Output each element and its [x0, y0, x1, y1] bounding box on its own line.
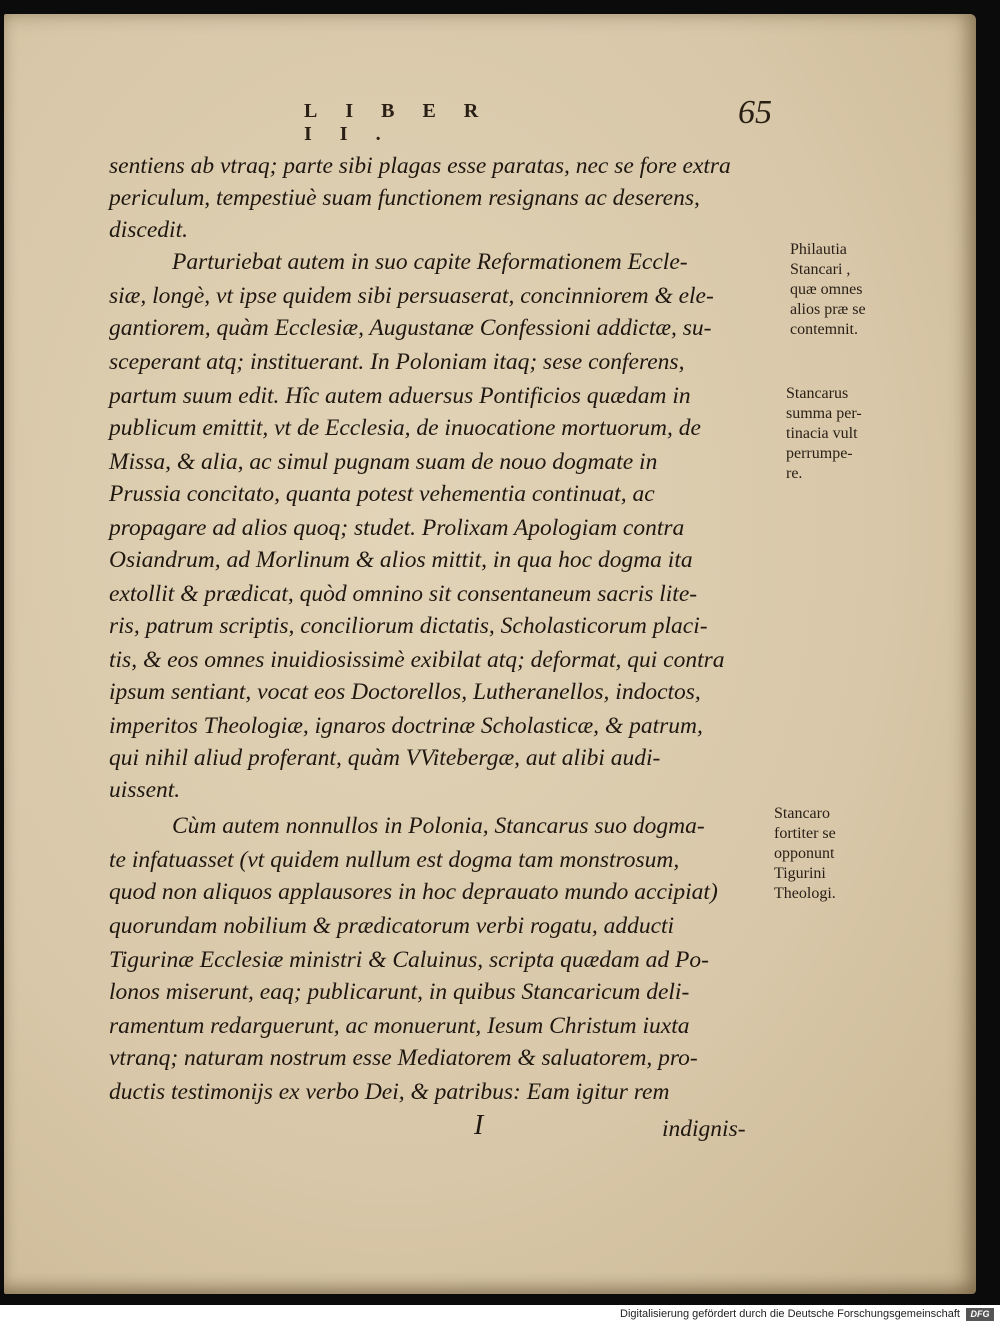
text-line: qui nihil aliud proferant, quàm VVitebergæ, aut alibi audi-	[109, 745, 661, 771]
text-line: Missa, & alia, ac simul pugnam suam de nouo dogmate in	[109, 449, 658, 475]
text-line: quod non aliquos applausores in hoc deprauato mundo accipiat)	[109, 879, 718, 905]
margin-note-line: alios præ se	[790, 301, 866, 318]
text-line: siæ, longè, vt ipse quidem sibi persuaserat, concinniorem & ele-	[109, 283, 714, 309]
text-line: Osiandrum, ad Morlinum & alios mittit, in qua hoc dogma ita	[109, 547, 693, 573]
margin-note-line: fortiter se	[774, 825, 836, 842]
text-line: extollit & prædicat, quòd omnino sit consentaneum sacris lite-	[109, 581, 698, 607]
margin-note-philautia	[790, 240, 866, 340]
text-line: tis, & eos omnes inuidiosissimè exibilat atq; deformat, qui contra	[109, 647, 725, 673]
margin-note-line: summa per-	[786, 405, 862, 422]
dfg-logo-icon: DFG	[966, 1308, 994, 1321]
text-line: ipsum sentiant, vocat eos Doctorellos, Lutheranellos, indoctos,	[109, 679, 701, 705]
text-line: uissent.	[109, 777, 181, 803]
text-line: partum suum edit. Hîc autem aduersus Pontificios quædam in	[109, 383, 691, 409]
text-line: Parturiebat autem in suo capite Reformationem Eccle-	[172, 249, 688, 275]
text-line: lonos miserunt, eaq; publicarunt, in quibus Stancaricum deli-	[109, 979, 690, 1005]
text-line: quorundam nobilium & prædicatorum verbi rogatu, adducti	[109, 913, 675, 939]
text-line: imperitos Theologiæ, ignaros doctrinæ Scholasticæ, & patrum,	[109, 713, 703, 739]
book-page	[4, 14, 976, 1294]
text-line: discedit.	[109, 217, 188, 243]
signature-mark: I	[474, 1110, 484, 1141]
text-line: propagare ad alios quoq; studet. Prolixam Apologiam contra	[109, 515, 685, 541]
text-line: gantiorem, quàm Ecclesiæ, Augustanæ Confessioni addictæ, su-	[109, 315, 712, 341]
text-line: te infatuasset (vt quidem nullum est dogma tam monstrosum,	[109, 847, 680, 873]
text-line: sentiens ab vtraq; parte sibi plagas esse paratas, nec se fore extra	[109, 153, 731, 179]
text-line: publicum emittit, vt de Ecclesia, de inuocatione mortuorum, de	[109, 415, 701, 441]
margin-note-line: Stancaro	[774, 805, 830, 822]
text-line: ris, patrum scriptis, conciliorum dictatis, Scholasticorum placi-	[109, 613, 708, 639]
text-line: ramentum redarguerunt, ac monuerunt, Iesum Christum iuxta	[109, 1013, 690, 1039]
footer-credit: Digitalisierung gefördert durch die Deutsche Forschungsgemeinschaft	[620, 1308, 960, 1320]
text-line: periculum, tempestiuè suam functionem resignans ac deserens,	[109, 185, 700, 211]
margin-note-line: Philautia	[790, 241, 847, 258]
running-head: LIBER II.	[304, 100, 507, 145]
margin-note-line: re.	[786, 465, 803, 482]
catchword: indignis-	[662, 1116, 746, 1142]
text-line: vtranq; naturam nostrum esse Mediatorem & saluatorem, pro-	[109, 1045, 698, 1071]
margin-note-line: Stancarus	[786, 385, 849, 402]
margin-note-line: opponunt	[774, 845, 835, 862]
page-number: 65	[738, 94, 772, 131]
margin-note-line: perrumpe-	[786, 445, 853, 462]
text-line: Tigurinæ Ecclesiæ ministri & Caluinus, scripta quædam ad Po-	[109, 947, 709, 973]
margin-note-tigurini	[774, 804, 836, 904]
margin-note-line: quæ omnes	[790, 281, 863, 298]
text-line: Cùm autem nonnullos in Polonia, Stancarus suo dogma-	[172, 813, 705, 839]
footer-bar	[0, 1305, 1000, 1325]
text-line: ductis testimonijs ex verbo Dei, & patribus: Eam igitur rem	[109, 1079, 670, 1105]
text-line: Prussia concitato, quanta potest vehementia continuat, ac	[109, 481, 655, 507]
text-line: sceperant atq; instituerant. In Poloniam itaq; sese conferens,	[109, 349, 685, 375]
margin-note-line: Theologi.	[774, 885, 836, 902]
margin-note-line: Tigurini	[774, 865, 826, 882]
margin-note-line: tinacia vult	[786, 425, 858, 442]
margin-note-pertinacia	[786, 384, 862, 484]
margin-note-line: Stancari ,	[790, 261, 851, 278]
margin-note-line: contemnit.	[790, 321, 858, 338]
